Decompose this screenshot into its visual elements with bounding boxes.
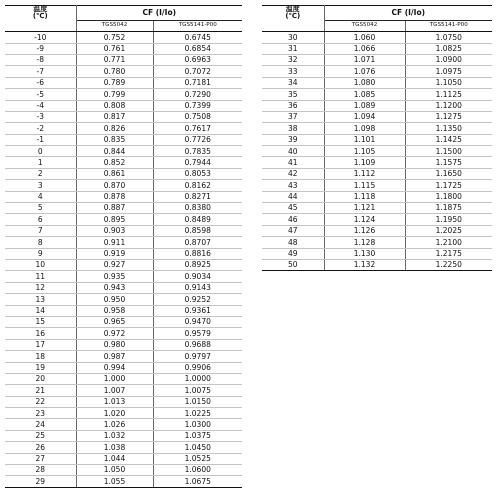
table-row	[5, 89, 242, 100]
temp-cell: 50	[262, 260, 324, 271]
col-header-tgs5042: TGS5042	[324, 21, 405, 32]
cf-tgs5042-cell: 0.761	[76, 43, 153, 54]
temp-cell: 11	[5, 271, 76, 282]
table-row	[5, 282, 242, 293]
cf-tgs5042-cell: 0.771	[76, 54, 153, 65]
temp-cell: 20	[5, 373, 76, 384]
temp-header-unit: (℃)	[285, 12, 301, 21]
temp-cell: 32	[262, 54, 324, 65]
cf-tgs5141-cell: 0.7181	[153, 77, 242, 88]
temp-cell: 29	[5, 476, 76, 487]
cf-tgs5042-cell: 1.080	[324, 77, 405, 88]
temp-cell: -1	[5, 134, 76, 145]
cf-tgs5141-cell: 1.2025	[405, 225, 492, 236]
temp-cell: 36	[262, 100, 324, 111]
cf-tgs5141-cell: 0.8925	[153, 260, 242, 271]
temp-cell: 41	[262, 157, 324, 168]
cf-tgs5042-cell: 0.780	[76, 66, 153, 77]
temp-cell: -9	[5, 43, 76, 54]
cf-tgs5141-cell: 1.1050	[405, 77, 492, 88]
cf-tgs5042-cell: 1.112	[324, 168, 405, 179]
cf-tgs5141-cell: 0.8816	[153, 248, 242, 259]
cf-tgs5141-cell: 0.6745	[153, 32, 242, 43]
temp-header-label: 温度	[285, 5, 300, 13]
temp-cell: -6	[5, 77, 76, 88]
temp-cell: 43	[262, 180, 324, 191]
cf-tgs5042-cell: 1.098	[324, 123, 405, 134]
cf-tgs5042-cell: 0.987	[76, 351, 153, 362]
cf-tgs5042-cell: 0.927	[76, 260, 153, 271]
cf-table-right-body	[262, 32, 492, 271]
table-row	[5, 271, 242, 282]
cf-tgs5141-cell: 1.0375	[153, 430, 242, 441]
cf-tgs5141-cell: 1.1425	[405, 134, 492, 145]
table-row	[5, 168, 242, 179]
table-row	[5, 225, 242, 236]
table-row	[5, 134, 242, 145]
temp-cell: 35	[262, 89, 324, 100]
temp-cell: 1	[5, 157, 76, 168]
cf-tgs5042-cell: 1.118	[324, 191, 405, 202]
cf-tgs5042-cell: 0.994	[76, 362, 153, 373]
temp-cell: 49	[262, 248, 324, 259]
temp-cell: 16	[5, 328, 76, 339]
cf-tgs5141-cell: 1.0150	[153, 396, 242, 407]
table-row	[5, 419, 242, 430]
temp-cell: 34	[262, 77, 324, 88]
cf-tgs5042-cell: 0.980	[76, 339, 153, 350]
cf-tgs5141-cell: 0.7835	[153, 146, 242, 157]
table-row	[5, 294, 242, 305]
temp-cell: 10	[5, 260, 76, 271]
temp-cell: 15	[5, 316, 76, 327]
cf-tgs5141-cell: 0.7399	[153, 100, 242, 111]
cf-tgs5141-cell: 0.7508	[153, 111, 242, 122]
cf-tgs5042-cell: 0.789	[76, 77, 153, 88]
cf-tgs5141-cell: 0.7072	[153, 66, 242, 77]
temp-cell: 44	[262, 191, 324, 202]
cf-tgs5141-cell: 1.0675	[153, 476, 242, 487]
table-row	[262, 203, 492, 214]
cf-tgs5141-cell: 1.0225	[153, 408, 242, 419]
table-row	[5, 54, 242, 65]
table-row	[262, 157, 492, 168]
cf-tgs5042-cell: 1.032	[76, 430, 153, 441]
cf-tgs5141-cell: 1.2175	[405, 248, 492, 259]
table-row	[262, 146, 492, 157]
table-row	[262, 168, 492, 179]
temp-cell: 19	[5, 362, 76, 373]
table-row	[5, 214, 242, 225]
cf-tgs5042-cell: 1.050	[76, 465, 153, 476]
temp-cell: 28	[5, 465, 76, 476]
temp-cell: 40	[262, 146, 324, 157]
temp-cell: 3	[5, 180, 76, 191]
table-row	[262, 89, 492, 100]
table-row	[262, 260, 492, 271]
table-row	[5, 408, 242, 419]
cf-tgs5042-cell: 1.000	[76, 373, 153, 384]
table-row	[262, 32, 492, 43]
cf-header: CF (I/Io)	[76, 6, 242, 21]
temp-cell: -5	[5, 89, 76, 100]
cf-tgs5042-cell: 0.903	[76, 225, 153, 236]
cf-tgs5141-cell: 0.9688	[153, 339, 242, 350]
table-row	[5, 100, 242, 111]
cf-tgs5042-cell: 0.835	[76, 134, 153, 145]
temp-cell: 9	[5, 248, 76, 259]
table-row	[5, 476, 242, 487]
table-row	[262, 134, 492, 145]
table-row	[5, 316, 242, 327]
temp-cell: 31	[262, 43, 324, 54]
temp-cell: 46	[262, 214, 324, 225]
temp-cell: 2	[5, 168, 76, 179]
temp-header-spacer	[262, 21, 324, 32]
cf-tgs5141-cell: 0.8162	[153, 180, 242, 191]
temp-cell: 24	[5, 419, 76, 430]
cf-tgs5141-cell: 0.7944	[153, 157, 242, 168]
cf-tgs5141-cell: 1.0450	[153, 442, 242, 453]
cf-tgs5141-cell: 0.8271	[153, 191, 242, 202]
temp-cell: 6	[5, 214, 76, 225]
temp-cell: 42	[262, 168, 324, 179]
cf-tgs5141-cell: 0.8489	[153, 214, 242, 225]
cf-tgs5042-cell: 1.132	[324, 260, 405, 271]
cf-tgs5141-cell: 1.1875	[405, 203, 492, 214]
table-row	[5, 191, 242, 202]
temp-cell: 0	[5, 146, 76, 157]
temp-cell: 17	[5, 339, 76, 350]
temp-cell: 7	[5, 225, 76, 236]
table-row	[5, 465, 242, 476]
table-row	[5, 248, 242, 259]
table-row	[5, 373, 242, 384]
table-row	[5, 396, 242, 407]
cf-tgs5141-cell: 1.1200	[405, 100, 492, 111]
temp-cell: 5	[5, 203, 76, 214]
cf-tgs5042-cell: 1.124	[324, 214, 405, 225]
cf-tgs5042-cell: 0.852	[76, 157, 153, 168]
cf-tgs5042-cell: 1.128	[324, 237, 405, 248]
temp-cell: 48	[262, 237, 324, 248]
cf-tgs5042-cell: 0.817	[76, 111, 153, 122]
cf-tgs5042-cell: 1.109	[324, 157, 405, 168]
cf-header: CF (I/Io)	[324, 6, 492, 21]
temp-cell: 27	[5, 453, 76, 464]
cf-tgs5042-cell: 1.055	[76, 476, 153, 487]
cf-tgs5141-cell: 1.0075	[153, 385, 242, 396]
temp-header-unit: (℃)	[32, 12, 48, 21]
table-row	[262, 214, 492, 225]
table-row	[5, 442, 242, 453]
cf-tgs5042-cell: 0.919	[76, 248, 153, 259]
cf-tgs5141-cell: 1.0900	[405, 54, 492, 65]
cf-tgs5042-cell: 1.026	[76, 419, 153, 430]
cf-tgs5141-cell: 1.0300	[153, 419, 242, 430]
temp-cell: 39	[262, 134, 324, 145]
temp-cell: 4	[5, 191, 76, 202]
cf-tgs5141-cell: 1.0525	[153, 453, 242, 464]
cf-tgs5042-cell: 1.085	[324, 89, 405, 100]
temp-cell: -8	[5, 54, 76, 65]
cf-tgs5042-cell: 0.935	[76, 271, 153, 282]
table-row	[5, 328, 242, 339]
table-row	[262, 100, 492, 111]
cf-tgs5042-cell: 1.007	[76, 385, 153, 396]
cf-tgs5042-cell: 0.895	[76, 214, 153, 225]
cf-tgs5042-cell: 1.038	[76, 442, 153, 453]
cf-tgs5042-cell: 1.044	[76, 453, 153, 464]
table-row	[5, 237, 242, 248]
cf-tgs5042-cell: 1.105	[324, 146, 405, 157]
table-row	[5, 362, 242, 373]
cf-tgs5042-cell: 0.950	[76, 294, 153, 305]
cf-tgs5042-cell: 1.121	[324, 203, 405, 214]
table-row	[5, 203, 242, 214]
temp-cell: -3	[5, 111, 76, 122]
cf-tgs5141-cell: 0.8598	[153, 225, 242, 236]
temp-cell: 37	[262, 111, 324, 122]
col-header-tgs5141: TGS5141-P00	[405, 21, 492, 32]
table-row	[5, 385, 242, 396]
cf-tgs5141-cell: 0.8053	[153, 168, 242, 179]
cf-tgs5141-cell: 0.8380	[153, 203, 242, 214]
temp-cell: 21	[5, 385, 76, 396]
cf-tgs5141-cell: 0.9361	[153, 305, 242, 316]
cf-tgs5141-cell: 0.9579	[153, 328, 242, 339]
cf-tgs5141-cell: 1.2100	[405, 237, 492, 248]
cf-tgs5141-cell: 0.9143	[153, 282, 242, 293]
temp-header-label: 温度	[33, 5, 48, 13]
cf-tgs5042-cell: 0.844	[76, 146, 153, 157]
table-row	[5, 430, 242, 441]
temp-header-spacer	[5, 21, 76, 32]
col-header-tgs5042: TGS5042	[76, 21, 153, 32]
table-row	[262, 123, 492, 134]
table-row	[5, 339, 242, 350]
temp-cell: 8	[5, 237, 76, 248]
table-row	[262, 77, 492, 88]
cf-tgs5042-cell: 0.878	[76, 191, 153, 202]
cf-tgs5141-cell: 1.1350	[405, 123, 492, 134]
cf-tgs5042-cell: 0.958	[76, 305, 153, 316]
temp-cell: 45	[262, 203, 324, 214]
table-row	[262, 43, 492, 54]
cf-tgs5141-cell: 1.1800	[405, 191, 492, 202]
table-row	[5, 260, 242, 271]
cf-tgs5141-cell: 0.6963	[153, 54, 242, 65]
temp-cell: 14	[5, 305, 76, 316]
cf-tgs5141-cell: 1.1275	[405, 111, 492, 122]
temp-cell: -2	[5, 123, 76, 134]
cf-tgs5042-cell: 0.799	[76, 89, 153, 100]
table-row	[5, 77, 242, 88]
cf-tgs5141-cell: 1.1950	[405, 214, 492, 225]
cf-tgs5141-cell: 0.9797	[153, 351, 242, 362]
cf-tgs5141-cell: 0.8707	[153, 237, 242, 248]
cf-tgs5042-cell: 1.076	[324, 66, 405, 77]
table-row	[5, 146, 242, 157]
table-row	[5, 453, 242, 464]
table-row	[5, 305, 242, 316]
col-header-tgs5141: TGS5141-P00	[153, 21, 242, 32]
table-row	[262, 237, 492, 248]
temp-cell: 12	[5, 282, 76, 293]
table-row	[5, 351, 242, 362]
cf-tgs5042-cell: 0.972	[76, 328, 153, 339]
cf-tgs5042-cell: 0.911	[76, 237, 153, 248]
cf-tgs5141-cell: 1.0825	[405, 43, 492, 54]
table-row	[5, 32, 242, 43]
cf-tgs5141-cell: 0.7726	[153, 134, 242, 145]
cf-tgs5042-cell: 0.965	[76, 316, 153, 327]
cf-tgs5042-cell: 1.071	[324, 54, 405, 65]
cf-tgs5141-cell: 1.0000	[153, 373, 242, 384]
temp-cell: 33	[262, 66, 324, 77]
cf-table-left-body	[5, 32, 242, 488]
cf-tgs5042-cell: 0.887	[76, 203, 153, 214]
temp-header	[5, 6, 76, 21]
cf-tgs5042-cell: 1.115	[324, 180, 405, 191]
temp-cell: 25	[5, 430, 76, 441]
table-row	[262, 191, 492, 202]
cf-tgs5141-cell: 1.1725	[405, 180, 492, 191]
cf-tgs5141-cell: 0.9034	[153, 271, 242, 282]
cf-tgs5042-cell: 1.126	[324, 225, 405, 236]
cf-tgs5042-cell: 0.826	[76, 123, 153, 134]
temp-cell: 38	[262, 123, 324, 134]
cf-tgs5042-cell: 0.870	[76, 180, 153, 191]
table-row	[5, 43, 242, 54]
cf-tgs5141-cell: 1.2250	[405, 260, 492, 271]
cf-tgs5141-cell: 1.0975	[405, 66, 492, 77]
cf-tgs5042-cell: 1.060	[324, 32, 405, 43]
cf-tgs5042-cell: 1.066	[324, 43, 405, 54]
cf-tgs5042-cell: 0.808	[76, 100, 153, 111]
cf-tgs5042-cell: 1.089	[324, 100, 405, 111]
table-row	[262, 54, 492, 65]
temp-cell: 18	[5, 351, 76, 362]
cf-tgs5141-cell: 0.6854	[153, 43, 242, 54]
cf-tgs5141-cell: 1.1500	[405, 146, 492, 157]
temp-cell: 30	[262, 32, 324, 43]
cf-tgs5042-cell: 1.130	[324, 248, 405, 259]
temp-cell: -10	[5, 32, 76, 43]
table-row	[5, 111, 242, 122]
table-row	[262, 66, 492, 77]
temp-cell: 26	[5, 442, 76, 453]
cf-tgs5042-cell: 1.013	[76, 396, 153, 407]
cf-tgs5141-cell: 0.7290	[153, 89, 242, 100]
cf-tgs5042-cell: 0.752	[76, 32, 153, 43]
table-row	[262, 248, 492, 259]
cf-tgs5042-cell: 0.943	[76, 282, 153, 293]
temp-header	[262, 6, 324, 21]
table-row	[5, 180, 242, 191]
temp-cell: 23	[5, 408, 76, 419]
cf-table-left	[5, 5, 242, 488]
cf-tgs5141-cell: 0.9470	[153, 316, 242, 327]
table-row	[262, 111, 492, 122]
table-row	[5, 123, 242, 134]
cf-tgs5141-cell: 1.0600	[153, 465, 242, 476]
cf-tgs5141-cell: 1.1575	[405, 157, 492, 168]
table-row	[262, 225, 492, 236]
cf-tgs5141-cell: 0.9906	[153, 362, 242, 373]
cf-tgs5141-cell: 1.1650	[405, 168, 492, 179]
cf-tgs5042-cell: 1.101	[324, 134, 405, 145]
temp-cell: 13	[5, 294, 76, 305]
table-row	[5, 66, 242, 77]
temp-cell: 47	[262, 225, 324, 236]
cf-table-right	[262, 5, 492, 271]
cf-tgs5141-cell: 1.1125	[405, 89, 492, 100]
temp-cell: -4	[5, 100, 76, 111]
table-row	[262, 180, 492, 191]
temp-cell: 22	[5, 396, 76, 407]
table-row	[5, 157, 242, 168]
temp-cell: -7	[5, 66, 76, 77]
cf-tgs5141-cell: 1.0750	[405, 32, 492, 43]
cf-tgs5042-cell: 1.094	[324, 111, 405, 122]
cf-tgs5042-cell: 0.861	[76, 168, 153, 179]
cf-tgs5141-cell: 0.9252	[153, 294, 242, 305]
cf-tgs5042-cell: 1.020	[76, 408, 153, 419]
cf-tgs5141-cell: 0.7617	[153, 123, 242, 134]
